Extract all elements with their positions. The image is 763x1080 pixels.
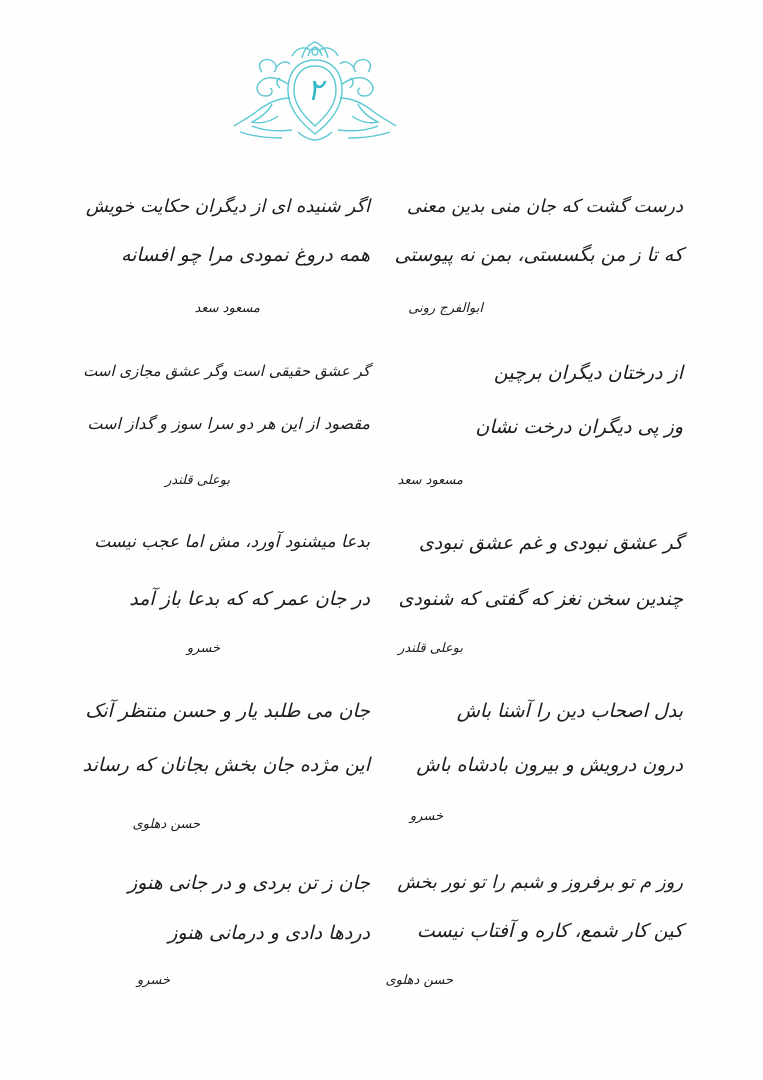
verse-line-1: بدل اصحاب دین را آشنا باش [456, 700, 683, 722]
verse-block [80, 356, 370, 496]
page-number: ۲ [306, 72, 324, 108]
verse-line-1: گر عشق نبودی و غم عشق نبودی [418, 532, 683, 554]
verse-line-1: جان ز تن بردی و در جانی هنوز [127, 872, 370, 894]
verse-block [80, 526, 370, 666]
verse-block [385, 866, 683, 1006]
verse-block [393, 526, 683, 666]
verse-line-2: درون درویش و بیرون بادشاه باش [416, 754, 683, 776]
poet-name: ابوالفرج رونی [408, 301, 483, 316]
verse-block [393, 190, 683, 330]
verse-line-2: کین کار شمع، کاره و آفتاب نیست [416, 920, 683, 942]
verse-line-2: این مژده جان بخش بجانان که رساند [82, 754, 370, 776]
verse-line-1: روز م تو برفروز و شبم را تو نور بخش [397, 872, 683, 893]
verse-line-1: جان می طلبد یار و حسن منتظر آنک [85, 700, 370, 722]
poet-name: خسرو [136, 973, 170, 988]
poet-name: مسعود سعد [397, 473, 463, 488]
ornament-header [232, 38, 398, 142]
verse-line-1: بدعا میشنود آورد، مش اما عجب نیست [94, 532, 370, 552]
poet-name: خسرو [186, 641, 220, 656]
poet-name: حسن دهلوی [385, 973, 453, 988]
verse-block [393, 694, 683, 834]
verse-line-1: درست گشت که جان منی بدین معنی [406, 196, 683, 217]
poet-name: حسن دهلوی [132, 817, 200, 832]
poet-name: بوعلی قلندر [398, 641, 463, 656]
verse-line-1: از درختان دیگران برچین [493, 362, 683, 384]
verse-line-1: اگر شنیده ای از دیگران حکایت خویش [85, 196, 370, 217]
verse-block [393, 356, 683, 496]
poet-name: مسعود سعد [194, 301, 260, 316]
poet-name: خسرو [409, 809, 443, 824]
verse-line-2: مقصود از این هر دو سرا سوز و گداز است [87, 414, 370, 433]
verse-line-2: وز پی دیگران درخت نشان [475, 416, 683, 438]
verse-block [80, 866, 370, 1006]
verse-line-1: گر عشق حقیقی است وگر عشق مجازی است [83, 362, 370, 380]
verse-block [80, 190, 370, 330]
verse-line-2: در جان عمر که که بدعا باز آمد [129, 588, 370, 610]
verse-line-2: دردها دادی و درمانی هنوز [168, 922, 370, 944]
poet-name: بوعلی قلندر [165, 473, 230, 488]
verse-block [80, 694, 370, 834]
verse-line-2: چندین سخن نغز که گفتی که شنودی [398, 588, 683, 610]
verse-line-2: همه دروغ نمودی مرا چو افسانه [120, 244, 370, 266]
verse-line-2: که تا ز من بگسستی، بمن نه پیوستی [394, 244, 683, 266]
